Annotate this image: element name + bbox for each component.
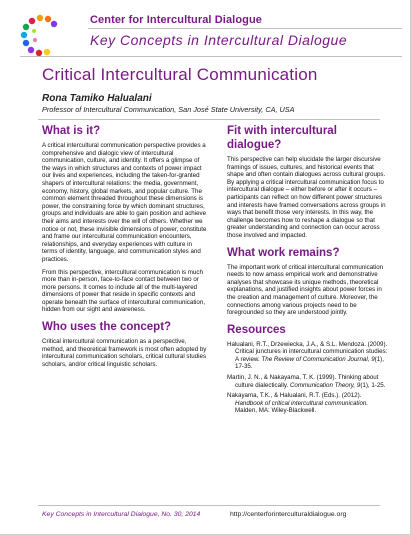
section-heading-who-uses: Who uses the concept? (42, 321, 172, 334)
left-column (42, 124, 208, 368)
paragraph: The important work of critical intercultural communication needs to now amass empirical work and demonstrative analyses that showcase its unique methods, theoretical explanations, and justified insights about power forces in the creation and management of culture. Moreover, the connections among various projects need to be foregrounded so they are understood jointly. (227, 263, 384, 317)
title-rule (38, 119, 380, 120)
series-title: Key Concepts in Intercultural Dialogue (90, 32, 348, 48)
section-heading-what-is-it: What is it? (42, 125, 101, 137)
article-title: Critical Intercultural Communication (42, 65, 318, 84)
section-heading-fit: Fit with intercultural dialogue? (227, 125, 337, 151)
reference-item: Martin, J. N., & Nakayama, T. K. (1999). Thinking about culture dialectically. Communication Theory, 9(1), 1-25. (227, 374, 386, 389)
header-divider (88, 28, 402, 29)
author-name: Rona Tamiko Halualani (42, 93, 152, 104)
section-heading-work-remains: What work remains? (227, 246, 340, 259)
paragraph: A critical intercultural communication perspective provides a comprehensive and dialogic view of intercultural communication, culture, and identity. It offers a glimpse of the ways in which structures and contexts of power impact our lives and experiences, including the taken-for-granted shapers of intercultural relations: the media, government, economy, history, global markets, and popular culture. The common element threaded throughout these dimensions is power, the constraining force by which dominant structures, groups and individuals are able to gain position and achieve their aims and interests over the will of others. Whether we notice or not, these invisible dimensions of power, constitute and frame our intercultural communication encounters, relationships, and everyday experiences with culture in terms of identity, language, and communication styles and practices. (42, 142, 207, 263)
header-bottom-rule (20, 56, 402, 57)
footer-url-link[interactable]: http://centerforinterculturaldialogue.org (230, 511, 347, 518)
reference-item: Halualani, R.T., Drzewiecka, J.A., & S.L. Mendoza. (2009). Critical junctures in intercultural communication studies: A review. The Review of Communication Journal, 9(1), 17-35. (227, 340, 388, 371)
org-name: Center for Intercultural Dialogue (90, 14, 262, 26)
references-list (227, 341, 390, 415)
paragraph: From this perspective, intercultural communication is much more than in-person, face-to-face contact between two or more persons. It comes to include all of the multi-layered dimensions of power that reside in specific contexts and operate beneath the surface of intercultural communication, hidden from our sight and awareness. (42, 268, 206, 314)
right-column (227, 124, 390, 415)
paragraph: This perspective can help elucidate the larger discursive framings of issues, cultures, and historical events that shape and often contain dialogues across cultural groups. By applying a critical intercultural communication focus to intercultural dialogue – either before or after it occurs – participants can reflect on how different power structures and interests have framed conversations across groups in ways that benefit those very interests. In this way, the challenge becomes how to reshape a dialogue so that greater understanding and connection can occur across those involved and impacted. (227, 156, 386, 239)
author-affiliation: Professor of Intercultural Communication, San José State University, CA, USA (42, 105, 295, 114)
paragraph: Critical intercultural communication as a perspective, method, and theoretical framework is most often adopted by intercultural communication scholars, critical cultural studies scholars, and/or critical linguistic scholars. (42, 338, 207, 368)
reference-item: Nakayama, T.K., & Halualani, R.T. (Eds.). (2012). Handbook of critical intercultural communication. Malden, MA: Wiley-Blackwell. (227, 392, 369, 415)
footer-citation: Key Concepts in Intercultural Dialogue, No. 30, 2014 (42, 511, 201, 518)
footer-rule (38, 505, 380, 506)
cid-logo (20, 13, 64, 57)
section-heading-resources: Resources (227, 323, 286, 336)
